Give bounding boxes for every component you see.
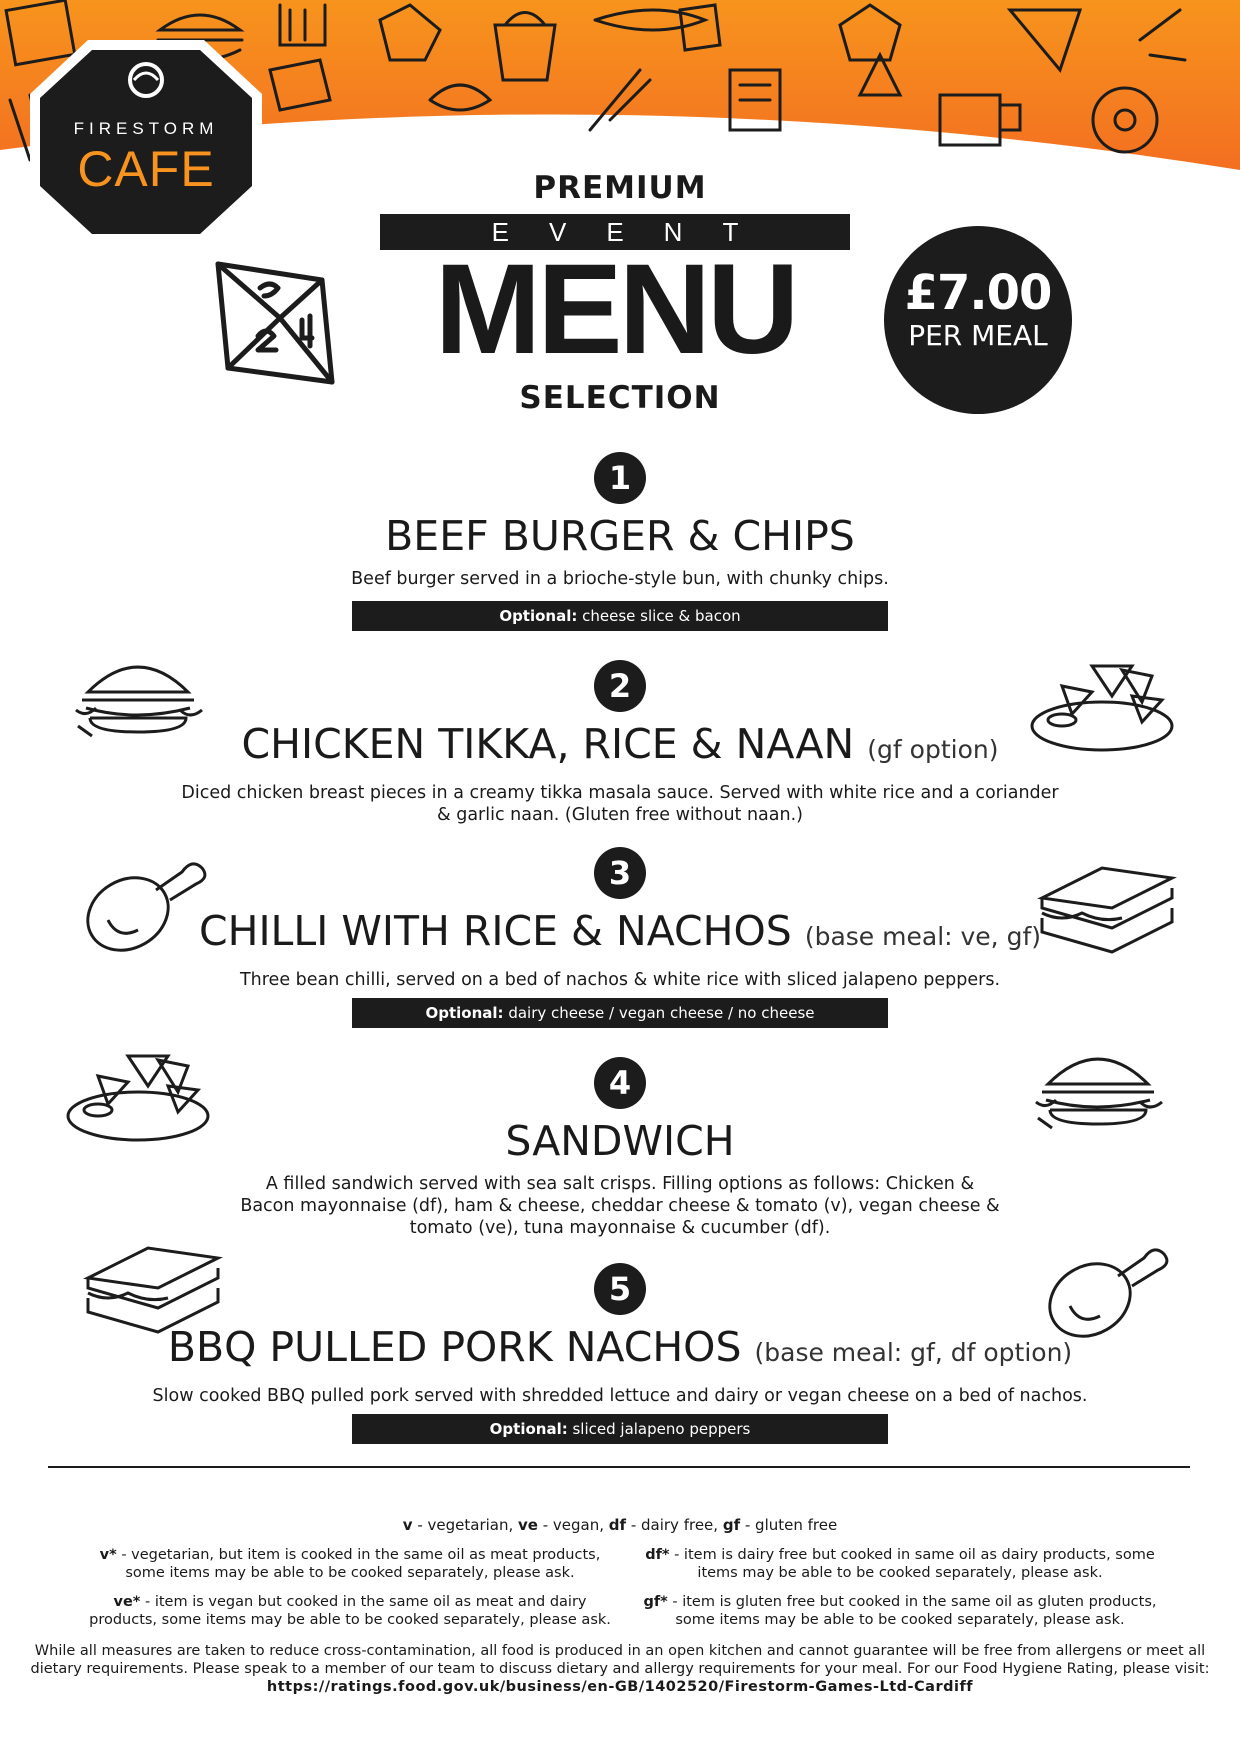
- burger-icon: [68, 652, 208, 756]
- food-hygiene-link[interactable]: https://ratings.food.gov.uk/business/en-GB/1402520/Firestorm-Games-Ltd-Cardiff: [266, 1679, 974, 1695]
- note-v-star: v* - vegetarian, but item is cooked in the same oil as meat products, some items may be able to be cooked separately, please ask.: [99, 1547, 601, 1581]
- menu-item-3: [140, 847, 1100, 991]
- price-value: £7.00: [904, 265, 1052, 321]
- chicken-leg-icon: [1040, 1236, 1170, 1350]
- item-description: Beef burger served in a brioche-style bun, with chunky chips.: [351, 569, 889, 589]
- menu-item-4: [140, 1057, 1100, 1239]
- sandwich-icon: [78, 1238, 228, 1342]
- sandwich-icon: [1032, 858, 1182, 962]
- title-premium: PREMIUM: [533, 170, 707, 206]
- chicken-leg-icon: [78, 850, 208, 964]
- dietary-legend: v - vegetarian, ve - vegan, df - dairy free, gf - gluten free: [402, 1516, 838, 1534]
- note-gf-star: gf* - item is gluten free but cooked in the same oil as gluten products, some items may be able to be cooked separately, please ask.: [643, 1594, 1157, 1628]
- item-name: SANDWICH: [505, 1117, 735, 1165]
- item-number: 2: [594, 660, 646, 712]
- logo-firestorm-text: FIRESTORM: [73, 119, 219, 138]
- item-1-optional: Optional: cheese slice & bacon: [352, 601, 888, 631]
- item-name: CHICKEN TIKKA, RICE & NAAN (gf option): [241, 720, 999, 768]
- title-event-bar: EVENT: [380, 214, 850, 250]
- logo-cafe-text: CAFE: [77, 141, 215, 197]
- item-number: 4: [594, 1057, 646, 1109]
- item-number: 3: [594, 847, 646, 899]
- firestorm-cafe-logo: [26, 36, 266, 248]
- price-unit: PER MEAL: [908, 319, 1048, 352]
- nachos-icon: [58, 1046, 218, 1150]
- nachos-icon: [1022, 656, 1182, 760]
- menu-item-2: [140, 660, 1100, 826]
- item-5-optional: Optional: sliced jalapeno peppers: [352, 1414, 888, 1444]
- footer-divider: [48, 1466, 1190, 1468]
- item-description: A filled sandwich served with sea salt crisps. Filling options as follows: Chicken & Bacon mayonnaise (df), ham & cheese, cheddar cheese & tomato (v), vegan cheese & tomato (ve), tuna mayonnaise & cucumber (df).: [240, 1174, 1000, 1238]
- price-badge: [884, 226, 1072, 414]
- item-name: CHILLI WITH RICE & NACHOS (base meal: ve, gf): [198, 907, 1042, 955]
- item-name: BBQ PULLED PORK NACHOS (base meal: gf, df option): [167, 1323, 1073, 1371]
- title-menu: MENU: [434, 238, 796, 381]
- allergen-disclaimer: While all measures are taken to reduce cross-contamination, all food is produced in an open kitchen and cannot guarantee will be free from allergens or meet all dietary requirements. Please speak to a member of our team to discuss dietary and allergy requirements for your meal. For our Food Hygiene Rating, please visit: https://ratings.food.gov.uk/business/en-GB/1402520/Firestorm-Games-Ltd-Cardiff: [30, 1643, 1210, 1695]
- burger-icon: [1028, 1044, 1168, 1148]
- dice-icon: [210, 258, 340, 392]
- item-description: Three bean chilli, served on a bed of nachos & white rice with sliced jalapeno peppers.: [239, 970, 1001, 990]
- item-note: (base meal: gf, df option): [754, 1338, 1073, 1367]
- item-number: 1: [594, 452, 646, 504]
- note-df-star: df* - item is dairy free but cooked in same oil as dairy products, some items may be able to be cooked separately, please ask.: [645, 1547, 1155, 1581]
- item-note: (base meal: ve, gf): [804, 922, 1042, 951]
- menu-item-5: [140, 1263, 1100, 1407]
- item-description: Diced chicken breast pieces in a creamy tikka masala sauce. Served with white rice and a coriander & garlic naan. (Gluten free without naan.): [181, 783, 1059, 825]
- item-note: (gf option): [867, 735, 999, 764]
- note-ve-star: ve* - item is vegan but cooked in the same oil as meat and dairy products, some items may be able to be cooked separately, please ask.: [89, 1594, 611, 1628]
- item-3-optional: Optional: dairy cheese / vegan cheese / no cheese: [352, 998, 888, 1028]
- menu-item-1: [140, 452, 1100, 590]
- item-name: BEEF BURGER & CHIPS: [385, 512, 855, 560]
- title-selection: SELECTION: [519, 380, 721, 416]
- item-description: Slow cooked BBQ pulled pork served with shredded lettuce and dairy or vegan cheese on a bed of nachos.: [152, 1386, 1088, 1406]
- item-number: 5: [594, 1263, 646, 1315]
